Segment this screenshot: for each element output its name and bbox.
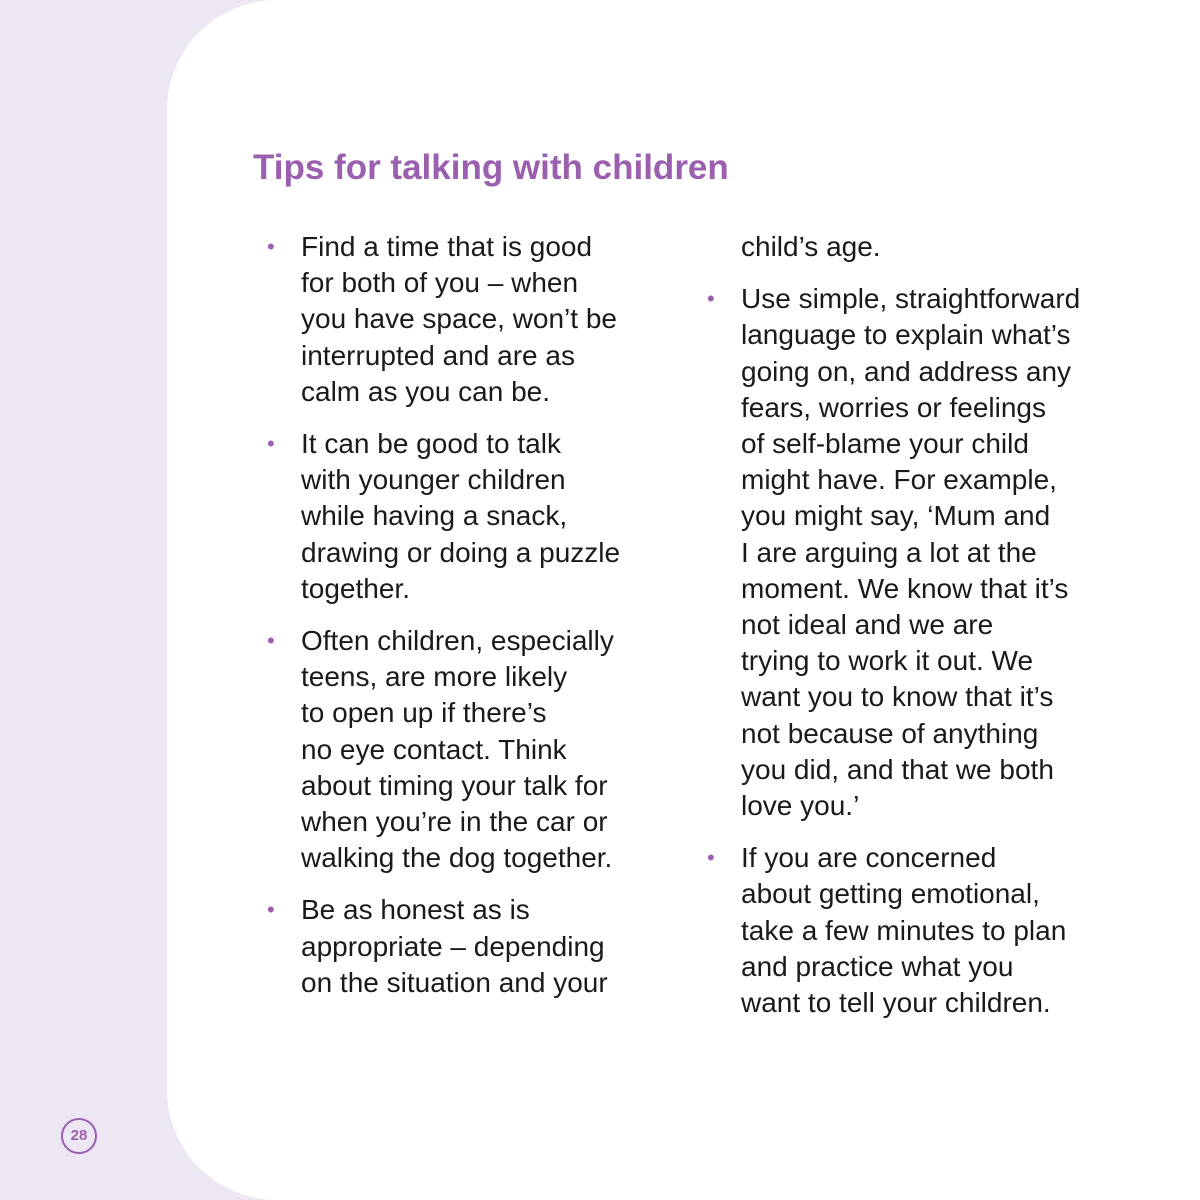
tip-line: I are arguing a lot at the (741, 536, 1037, 568)
tip-line: fears, worries or feelings (741, 391, 1047, 423)
tip-line: If you are concerned (741, 842, 997, 874)
tip-line: about timing your talk for (301, 769, 608, 801)
tip-line: together. (301, 572, 410, 604)
tip-line: of self-blame your child (741, 428, 1029, 460)
tip-line: not ideal and we are (741, 609, 994, 641)
tip-line: teens, are more likely (301, 661, 568, 693)
tip-line: Be as honest as is (301, 894, 530, 926)
tip-line: Often children, especially (301, 625, 614, 657)
tip-item (707, 281, 1136, 824)
bullet-icon: • (267, 234, 275, 259)
tip-item-continuation (741, 229, 1136, 265)
bullet-icon: • (267, 431, 275, 457)
page-title: Tips for talking with children (253, 148, 729, 187)
tips-list-right-column (707, 229, 1136, 1037)
tip-line: want to tell your children. (741, 987, 1051, 1019)
tip-line: Find a time that is good (301, 231, 593, 262)
bullet-icon: • (707, 845, 715, 871)
tip-line: drawing or doing a puzzle (301, 536, 621, 568)
page-number-badge: 28 (61, 1118, 97, 1154)
tip-line: going on, and address any (741, 355, 1072, 387)
tip-line: moment. We know that it’s (741, 572, 1069, 604)
tip-line: about getting emotional, (741, 878, 1040, 910)
tip-line: interrupted and are as (301, 339, 575, 371)
tip-item (267, 623, 681, 876)
tip-line: to open up if there’s (301, 697, 547, 729)
tip-line: for both of you – when (301, 267, 579, 299)
tip-line: when you’re in the car or (301, 806, 608, 838)
tip-line: no eye contact. Think (301, 733, 567, 765)
tip-line: want you to know that it’s (741, 681, 1054, 713)
tip-line: It can be good to talk (301, 428, 561, 460)
bullet-icon: • (707, 286, 715, 312)
bullet-icon: • (267, 897, 275, 923)
tip-line: not because of anything (741, 717, 1039, 749)
tip-line: while having a snack, (301, 500, 568, 532)
tip-item (707, 840, 1136, 1021)
tip-item (267, 229, 681, 410)
tip-line: you might say, ‘Mum and (741, 500, 1051, 532)
tip-line: take a few minutes to plan (741, 914, 1067, 946)
tip-line: calm as you can be. (301, 375, 551, 407)
tip-line: and practice what you (741, 950, 1014, 982)
tip-line: might have. For example, (741, 464, 1057, 496)
tip-line: with younger children (301, 464, 566, 496)
tip-item (267, 426, 681, 607)
bullet-icon: • (267, 628, 275, 654)
tip-line: walking the dog together. (301, 842, 613, 874)
tip-line: child’s age. (741, 231, 881, 262)
tips-list-left-column (267, 229, 681, 1017)
tip-line: love you.’ (741, 790, 860, 822)
tip-line: on the situation and your (301, 966, 608, 998)
tip-line: you have space, won’t be (301, 303, 617, 335)
tip-line: trying to work it out. We (741, 645, 1034, 677)
tip-line: appropriate – depending (301, 930, 605, 962)
tip-line: language to explain what’s (741, 319, 1071, 351)
tip-line: Use simple, straightforward (741, 283, 1081, 315)
tip-line: you did, and that we both (741, 753, 1054, 785)
tip-item (267, 892, 681, 1001)
